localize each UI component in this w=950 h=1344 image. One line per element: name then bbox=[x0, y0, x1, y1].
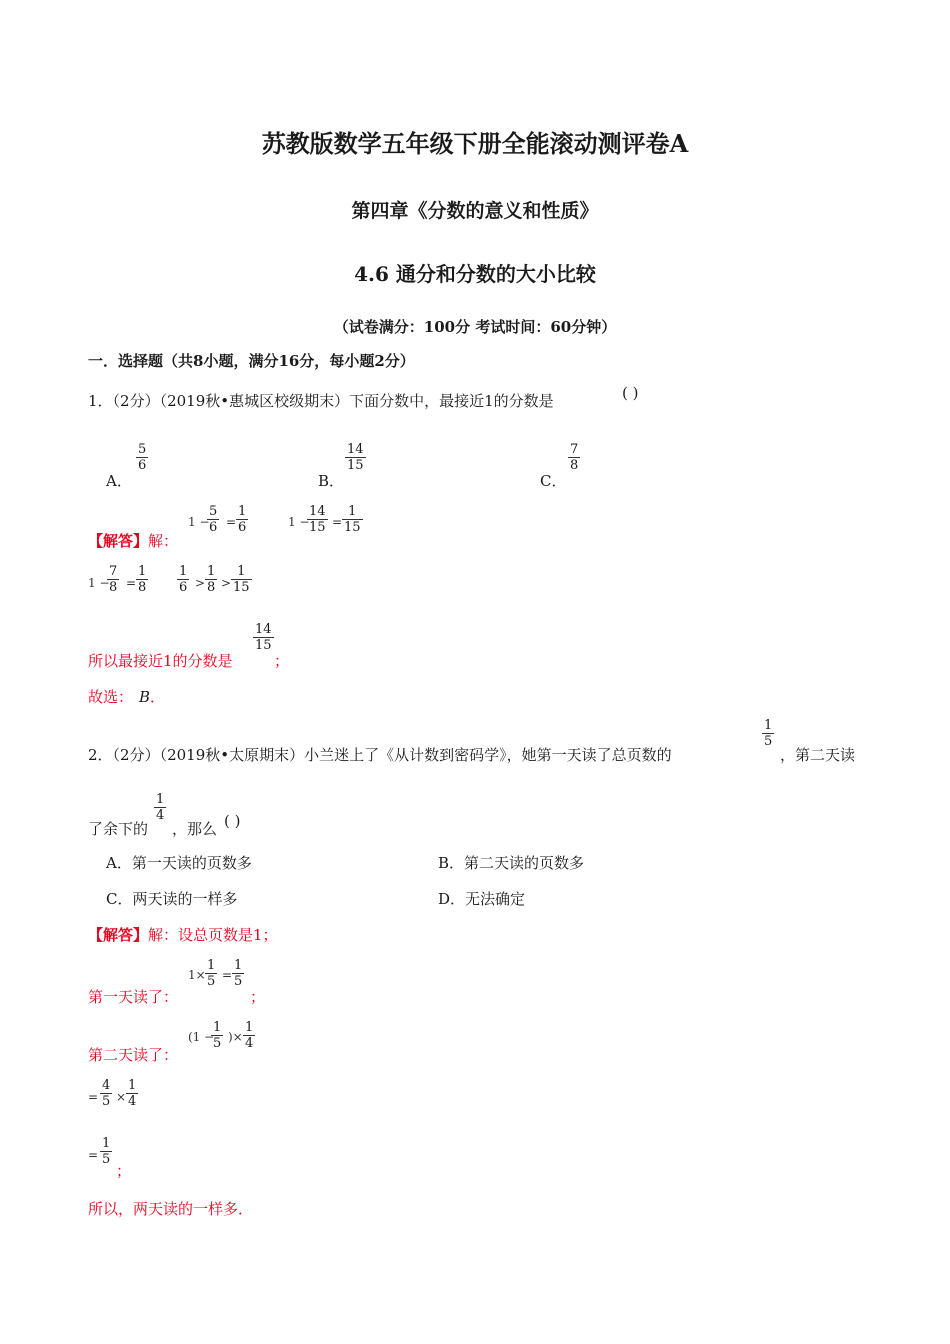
q1-answer-label bbox=[88, 530, 178, 551]
q2-day1-frac bbox=[205, 958, 217, 989]
q1-compare-c-num: 1 bbox=[237, 564, 246, 579]
q1-calc-b-den: 15 bbox=[309, 520, 326, 535]
q1-compare-c bbox=[231, 564, 252, 595]
q2-step3-pre: = bbox=[88, 1148, 99, 1162]
q1-calc-c-den: 8 bbox=[109, 580, 118, 595]
q1-stem: 1．（2分）（2019秋•惠城区校级期末）下面分数中，最接近1的分数是 bbox=[88, 392, 554, 410]
q2-step2-result bbox=[126, 1078, 138, 1109]
q2-frac1-num: 1 bbox=[764, 718, 773, 733]
q1-choice-text: 故选： bbox=[88, 688, 134, 706]
q2-day2-frac bbox=[211, 1020, 223, 1051]
q2-step2-pre: = bbox=[88, 1090, 99, 1104]
q2-step2-frac bbox=[100, 1078, 112, 1109]
q1-option-b-num: 14 bbox=[347, 442, 364, 457]
q1-calc-a-rden: 6 bbox=[238, 520, 247, 535]
q2-answer-lead: 解：设总页数是1； bbox=[148, 926, 278, 944]
q1-calc-b-result bbox=[342, 504, 363, 535]
q1-option-a-den: 6 bbox=[138, 458, 147, 473]
q1-option-c-num: 7 bbox=[570, 442, 579, 457]
q1-calc-c-num: 7 bbox=[109, 564, 118, 579]
q1-calc-a-pre: 1 − bbox=[188, 515, 210, 529]
q2-step3-semicolon: ； bbox=[116, 1162, 132, 1180]
q2-day2-pre: (1 − bbox=[188, 1030, 215, 1044]
q1-option-a-num: 5 bbox=[138, 442, 147, 457]
q2-day1-semicolon: ； bbox=[250, 988, 266, 1006]
q2-day2-den: 5 bbox=[213, 1036, 222, 1051]
part1-heading: 一．选择题（共8小题，满分16分，每小题2分） bbox=[88, 352, 415, 370]
q1-choice-period: ． bbox=[150, 688, 166, 706]
q1-calc-c-rnum: 1 bbox=[138, 564, 147, 579]
q2-day1-rden: 5 bbox=[234, 974, 243, 989]
q2-day1-label: 第一天读了： bbox=[88, 988, 179, 1006]
q1-compare-b bbox=[205, 564, 217, 595]
q1-compare-gt-1: > bbox=[195, 576, 206, 590]
q2-answer-paren: ( ) bbox=[224, 812, 241, 830]
q2-option-a: A．第一天读的页数多 bbox=[106, 854, 252, 872]
q2-stem2: ，第二天读 bbox=[780, 746, 856, 764]
q1-conclusion-den: 15 bbox=[255, 638, 272, 653]
q2-option-b: B．第二天读的页数多 bbox=[438, 854, 585, 872]
q1-answer-tag: 【解答】 bbox=[88, 532, 149, 550]
section-title: 4.6 通分和分数的大小比较 bbox=[354, 262, 596, 286]
q1-calc-c-frac bbox=[107, 564, 119, 595]
q2-option-c: C．两天读的一样多 bbox=[106, 890, 238, 908]
q1-option-b-label: B． bbox=[318, 472, 345, 490]
q2-day1-pre: 1× bbox=[188, 968, 206, 982]
q2-day1-num: 1 bbox=[207, 958, 216, 973]
q2-day1-den: 5 bbox=[207, 974, 216, 989]
q1-compare-a bbox=[177, 564, 189, 595]
q1-calc-b-frac bbox=[307, 504, 328, 535]
q1-calc-b-eq: = bbox=[332, 515, 343, 529]
q2-day2-num: 1 bbox=[213, 1020, 222, 1035]
q2-step3-num: 1 bbox=[102, 1136, 111, 1151]
q2-day2-result bbox=[243, 1020, 255, 1051]
q2-day2-rnum: 1 bbox=[245, 1020, 254, 1035]
q1-compare-c-den: 15 bbox=[233, 580, 250, 595]
q1-calc-b-num: 14 bbox=[309, 504, 326, 519]
q1-calc-c-eq: = bbox=[126, 576, 137, 590]
q2-option-d: D．无法确定 bbox=[438, 890, 526, 908]
q2-step3-frac bbox=[100, 1136, 112, 1167]
q2-day2-rden: 4 bbox=[245, 1036, 254, 1051]
q1-choice bbox=[88, 686, 165, 707]
q1-option-b-fraction bbox=[345, 442, 366, 473]
q2-step2-rden: 4 bbox=[128, 1094, 137, 1109]
q2-step2-rnum: 1 bbox=[128, 1078, 137, 1093]
q1-calc-b-rnum: 1 bbox=[348, 504, 357, 519]
q2-day2-label: 第二天读了： bbox=[88, 1046, 179, 1064]
q1-choice-value: B bbox=[139, 688, 151, 706]
q1-calc-a-den: 6 bbox=[209, 520, 218, 535]
q1-compare-b-num: 1 bbox=[207, 564, 216, 579]
q1-conclusion: 所以最接近1的分数是 bbox=[88, 652, 233, 670]
q1-calc-a-num: 5 bbox=[209, 504, 218, 519]
q1-answer-lead: 解： bbox=[148, 532, 179, 550]
doc-title: 苏教版数学五年级下册全能滚动测评卷A bbox=[261, 129, 689, 158]
exam-info: （试卷满分：100分 考试时间：60分钟） bbox=[333, 318, 617, 336]
q1-calc-c-pre: 1 − bbox=[88, 576, 110, 590]
q1-calc-a-frac bbox=[207, 504, 219, 535]
q1-option-c-label: C． bbox=[540, 472, 567, 490]
q1-option-a-label: A． bbox=[106, 472, 132, 490]
q2-conclusion: 所以，两天读的一样多． bbox=[88, 1200, 254, 1218]
q2-frac1 bbox=[762, 718, 774, 749]
q1-calc-c-result bbox=[136, 564, 148, 595]
chapter-title: 第四章《分数的意义和性质》 bbox=[351, 200, 599, 222]
q1-compare-gt-2: > bbox=[221, 576, 232, 590]
q2-stem: 2．（2分）（2019秋•太原期末）小兰迷上了《从计数到密码学》，她第一天读了总页数的 bbox=[88, 746, 672, 764]
q1-option-a-fraction bbox=[136, 442, 148, 473]
q1-option-c-fraction bbox=[568, 442, 580, 473]
q2-frac2 bbox=[154, 792, 166, 823]
q1-conclusion-semicolon: ； bbox=[274, 652, 290, 670]
q2-step3-den: 5 bbox=[102, 1152, 111, 1167]
q2-day1-eq: = bbox=[222, 968, 233, 982]
q2-step2-num: 4 bbox=[102, 1078, 111, 1093]
q1-compare-a-den: 6 bbox=[179, 580, 188, 595]
q2-answer-tag: 【解答】 bbox=[88, 926, 149, 944]
q1-compare-a-num: 1 bbox=[179, 564, 188, 579]
q1-option-b-den: 15 bbox=[347, 458, 364, 473]
q1-calc-a-eq: = bbox=[226, 515, 237, 529]
q2-day1-rnum: 1 bbox=[234, 958, 243, 973]
q1-compare-b-den: 8 bbox=[207, 580, 216, 595]
q2-frac2-den: 4 bbox=[156, 808, 165, 823]
q2-step2-den: 5 bbox=[102, 1094, 111, 1109]
q1-conclusion-fraction bbox=[253, 622, 274, 653]
q2-step2-times: × bbox=[116, 1090, 127, 1104]
q1-calc-b-pre: 1 − bbox=[288, 515, 310, 529]
q1-option-c-den: 8 bbox=[570, 458, 579, 473]
q1-calc-b-rden: 15 bbox=[344, 520, 361, 535]
q1-answer-paren: ( ) bbox=[622, 384, 639, 402]
q1-calc-a-rnum: 1 bbox=[238, 504, 247, 519]
q1-calc-c-rden: 8 bbox=[138, 580, 147, 595]
q1-conclusion-num: 14 bbox=[255, 622, 272, 637]
q2-day2-mid: )× bbox=[228, 1030, 243, 1044]
q2-frac1-den: 5 bbox=[764, 734, 773, 749]
q2-answer-label bbox=[88, 924, 278, 945]
q2-stem4: ，那么 bbox=[172, 820, 218, 838]
q2-stem3: 了余下的 bbox=[88, 820, 149, 838]
q2-frac2-num: 1 bbox=[156, 792, 165, 807]
q2-day1-result bbox=[232, 958, 244, 989]
q1-calc-a-result bbox=[236, 504, 248, 535]
